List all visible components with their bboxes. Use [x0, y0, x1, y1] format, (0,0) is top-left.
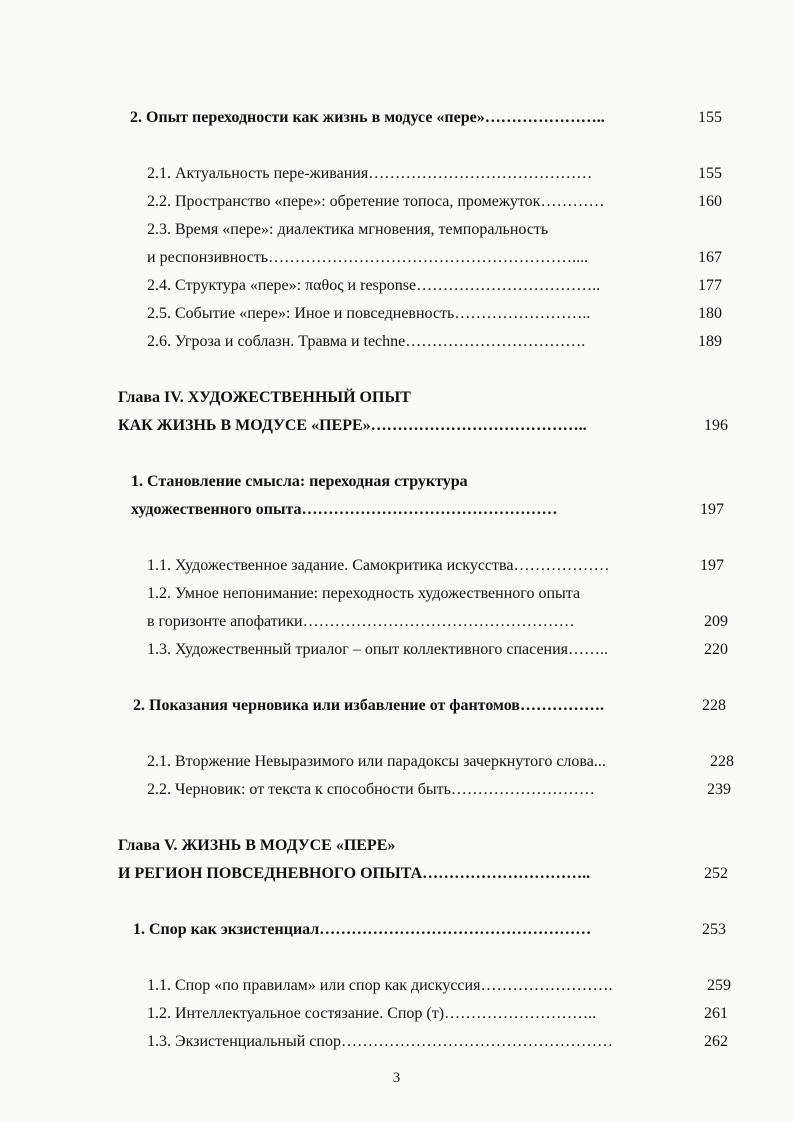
toc-page-number: 177: [698, 277, 722, 294]
toc-page-number: 261: [704, 1005, 728, 1022]
toc-entry: 1.1. Спор «по правилам» или спор как дискуссия…………………….: [147, 977, 613, 994]
toc-entry: 2.2. Пространство «пере»: обретение топоса, промежуток…………: [147, 193, 605, 210]
toc-page-number: 220: [704, 641, 728, 658]
toc-page-number: 167: [698, 249, 722, 266]
toc-page-number: 228: [702, 697, 726, 714]
toc-entry: и респонзивность…………………………………………………....: [147, 249, 589, 266]
toc-section-heading: 1. Спор как экзистенциал……………………………………………: [133, 921, 592, 938]
toc-section-heading: 2. Показания черновика или избавление от фантомов…………….: [133, 697, 604, 714]
page-number: 3: [392, 1070, 401, 1086]
toc-entry: в горизонте апофатики……………………………………………: [147, 613, 575, 630]
toc-chapter-heading: КАК ЖИЗНЬ В МОДУСЕ «ПЕРЕ»…………………………………..: [118, 417, 587, 434]
toc-page-number: 180: [698, 305, 722, 322]
toc-entry: 2.2. Черновик: от текста к способности быть………………………: [147, 781, 595, 798]
toc-chapter-heading: И РЕГИОН ПОВСЕДНЕВНОГО ОПЫТА…………………………..: [118, 865, 591, 882]
toc-page-number: 155: [698, 109, 722, 126]
toc-chapter-heading: Глава V. ЖИЗНЬ В МОДУСЕ «ПЕРЕ»: [118, 837, 396, 854]
toc-section-heading: 1. Становление смысла: переходная структура: [131, 473, 468, 490]
toc-entry: 2. Опыт переходности как жизнь в модусе «пере»…………………..: [130, 109, 605, 126]
toc-entry: 1.3. Художественный триалог – опыт коллективного спасения……..: [147, 641, 609, 658]
toc-page-number: 196: [704, 417, 728, 434]
toc-entry: 2.3. Время «пере»: диалектика мгновения, темпоральность: [147, 221, 549, 238]
toc-page-number: 197: [700, 501, 724, 518]
toc-page-number: 189: [698, 333, 722, 350]
toc-page-number: 197: [700, 557, 724, 574]
toc-page-number: 253: [702, 921, 726, 938]
toc-page-number: 252: [704, 865, 728, 882]
toc-entry: 2.1. Актуальность пере-живания……………………………………: [147, 165, 593, 182]
toc-entry: 2.6. Угроза и соблазн. Травма и techne…………………………….: [147, 333, 586, 350]
toc-page-number: 155: [698, 165, 722, 182]
toc-section-heading: художественного опыта…………………………………………: [131, 501, 558, 518]
toc-entry: 2.1. Вторжение Невыразимого или парадоксы зачеркнутого слова...: [147, 753, 606, 770]
toc-entry: 1.2. Умное непонимание: переходность художественного опыта: [147, 585, 581, 602]
toc-page-number: 160: [698, 193, 722, 210]
toc-page-number: 228: [710, 753, 734, 770]
toc-entry: 1.3. Экзистенциальный спор……………………………………………: [147, 1033, 613, 1050]
toc-entry: 2.4. Структура «пере»: παθος и response……………………………..: [147, 277, 601, 294]
toc-page-number: 209: [704, 613, 728, 630]
toc-entry: 1.2. Интеллектуальное состязание. Спор (т)………………………..: [147, 1005, 597, 1022]
toc-page-number: 259: [707, 977, 731, 994]
toc-page-number: 239: [707, 781, 731, 798]
toc-page-number: 262: [704, 1033, 728, 1050]
toc-chapter-heading: Глава IV. ХУДОЖЕСТВЕННЫЙ ОПЫТ: [118, 389, 411, 406]
toc-entry: 1.1. Художественное задание. Самокритика искусства………………: [147, 557, 610, 574]
toc-entry: 2.5. Событие «пере»: Иное и повседневность……………………..: [147, 305, 591, 322]
